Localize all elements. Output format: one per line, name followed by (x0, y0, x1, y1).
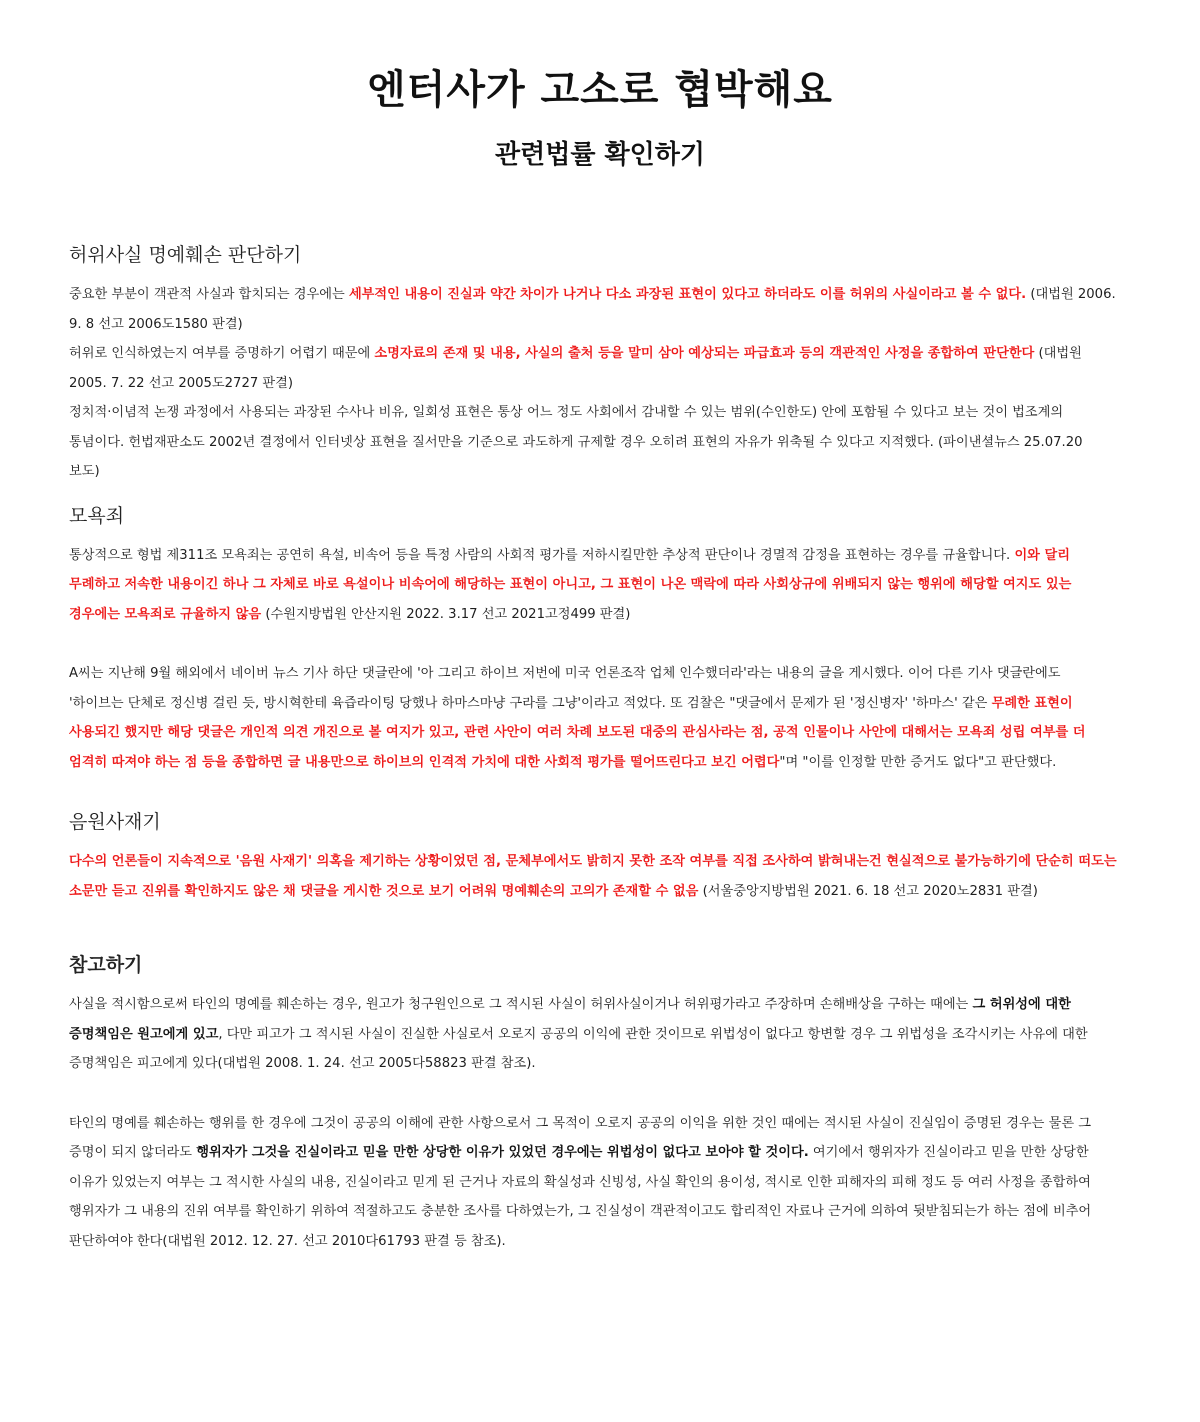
text: 중요한 부분이 객관적 사실과 합치되는 경우에는 (69, 287, 349, 302)
text: 사실을 적시함으로써 타인의 명예를 훼손하는 경우, 원고가 청구원인으로 그 적시된 사실이 허위사실이거나 허위평가라고 주장하며 손해배상을 구하는 때에는 (69, 997, 973, 1012)
paragraph (69, 541, 1117, 630)
citation: (대법원 2005. 7. 22 선고 2005도2727 판결) (69, 346, 1082, 391)
paragraph (69, 847, 1117, 906)
text: "며 "이를 인정할 만한 증거도 없다"고 판단했다. (779, 754, 1057, 770)
paragraph (69, 280, 1117, 339)
section-defamation (69, 240, 1117, 487)
text: 여기에서 행위자가 진실이라고 믿을 만한 상당한 이유가 있었는지 여부는 그 적시한 사실의 내용, 진실이라고 믿게 된 근거나 자료의 확실성과 신빙성, 사실 확인의 용이성, 적시로 인한 피해자의 피해 정도 등 여러 사정을 종합하여 행위자가 그 내용의 진위 여부를 확인하기 위하여 적절하고도 충분한 조사를 다하였는가, 그 진실성이 객관적이고도 합리적인 자료나 근거에 의하여 뒷받침되는가 하는 점에 비추어 판단하여야 한다(대법원 2012. 12. 27. 선고 2010다61793 판결 등 참조). (69, 1145, 1092, 1249)
section-heading-manipulation: 음원사재기 (69, 811, 161, 833)
bold-text: 행위자가 그것을 진실이라고 믿을 만한 상당한 이유가 있었던 경우에는 위법성이 없다고 보아야 할 것이다. (196, 1145, 809, 1160)
section-heading-defamation: 허위사실 명예훼손 판단하기 (69, 244, 302, 266)
paragraph (69, 339, 1117, 398)
section-heading-reference: 참고하기 (69, 954, 143, 976)
page-subtitle: 관련법률 확인하기 (495, 140, 705, 170)
highlight-text: 다수의 언론들이 지속적으로 '음원 사재기' 의혹을 제기하는 상황이었던 점, 문체부에서도 밝히지 못한 조작 여부를 직접 조사하여 밝혀내는건 현실적으로 불가능하기에 단순히 떠도는 소문만 듣고 진위를 확인하지도 않은 채 댓글을 게시한 것으로 보기 어려워 명예훼손의 고의가 존재할 수 없음 (69, 854, 1117, 899)
section-insult (69, 501, 1117, 778)
section-reference (69, 950, 1117, 1256)
citation: (서울중앙지방법원 2021. 6. 18 선고 2020노2831 판결) (698, 883, 1038, 899)
citation: (수원지방법원 안산지원 2022. 3.17 선고 2021고정499 판결) (261, 606, 631, 622)
paragraph (69, 990, 1117, 1079)
text: 타인의 명예를 훼손하는 행위를 한 경우에 그것이 공공의 이해에 관한 사항으로서 그 목적이 오로지 공공의 이익을 위한 것인 때에는 적시된 사실이 진실임이 증명된 경우는 물론 그 증명이 되지 않더라도 (69, 1115, 1092, 1160)
paragraph: 정치적·이념적 논쟁 과정에서 사용되는 과장된 수사나 비유, 일회성 표현은 통상 어느 정도 사회에서 감내할 수 있는 범위(수인한도) 안에 포함될 수 있다고 보는 것이 법조계의 통념이다. 헌법재판소도 2002년 결정에서 인터넷상 표현을 질서만을 기준으로 과도하게 규제할 경우 오히려 표현의 자유가 위축될 수 있다고 지적했다. (파이낸셜뉴스 25.07.20 보도) (69, 405, 1083, 479)
text: 통상적으로 형법 제311조 모욕죄는 공연히 욕설, 비속어 등을 특정 사람의 사회적 평가를 저하시킬만한 추상적 판단이나 경멸적 감정을 표현하는 경우를 규율합니다. (69, 547, 1015, 563)
bold-text: 그 허위성에 대한 증명책임은 원고에게 있고 (69, 997, 1071, 1042)
paragraph (69, 659, 1117, 777)
highlight-text: 이와 달리 무례하고 저속한 내용이긴 하나 그 자체로 바로 욕설이나 비속어에 해당하는 표현이 아니고, 그 표현이 나온 맥락에 따라 사회상규에 위배되지 않는 행위에 해당할 여지도 있는 경우에는 모욕죄로 규율하지 않음 (69, 547, 1072, 622)
highlight-text: 소명자료의 존재 및 내용, 사실의 출처 등을 말미 삼아 예상되는 파급효과 등의 객관적인 사정을 종합하여 판단한다 (374, 346, 1035, 361)
text: , 다만 피고가 그 적시된 사실이 진실한 사실로서 오로지 공공의 이익에 관한 것이므로 위법성이 없다고 항변할 경우 그 위법성을 조각시키는 사유에 대한 증명책임은 피고에게 있다(대법원 2008. 1. 24. 선고 2005다58823 판결 참조). (69, 1026, 1088, 1071)
text: A씨는 지난해 9월 해외에서 네이버 뉴스 기사 하단 댓글란에 '아 그리고 하이브 저번에 미국 언론조작 업체 인수했더라'라는 내용의 글을 게시했다. 이어 다른 기사 댓글란에도 '하이브는 단체로 정신병 걸린 듯, 방시혁한테 육즙라이팅 당했나 하마스마냥 구라를 그냥'이라고 적었다. 또 검찰은 "댓글에서 문제가 된 '정신병자' '하마스' 같은 (69, 666, 1061, 711)
highlight-text: 세부적인 내용이 진실과 약간 차이가 나거나 다소 과장된 표현이 있다고 하더라도 이를 허위의 사실이라고 볼 수 없다. (348, 287, 1027, 302)
paragraph (69, 1109, 1117, 1257)
section-manipulation (69, 807, 1117, 906)
highlight-text: 무례한 표현이 사용되긴 했지만 해당 댓글은 개인적 의견 개진으로 볼 여지가 있고, 관련 사안이 여러 차례 보도된 대중의 관심사라는 점, 공적 인물이나 사안에 대해서는 모욕죄 성립 여부를 더 엄격히 따져야 하는 점 등을 종합하면 글 내용만으로 하이브의 인격적 가치에 대한 사회적 평가를 떨어뜨린다고 보긴 어렵다 (69, 695, 1086, 770)
page-title: 엔터사가 고소로 협박해요 (367, 67, 833, 113)
citation: (대법원 2006. 9. 8 선고 2006도1580 판결) (69, 287, 1116, 332)
document-body (69, 240, 1117, 1256)
section-heading-insult: 모욕죄 (69, 504, 125, 527)
text: 허위로 인식하였는지 여부를 증명하기 어렵기 때문에 (69, 346, 375, 361)
